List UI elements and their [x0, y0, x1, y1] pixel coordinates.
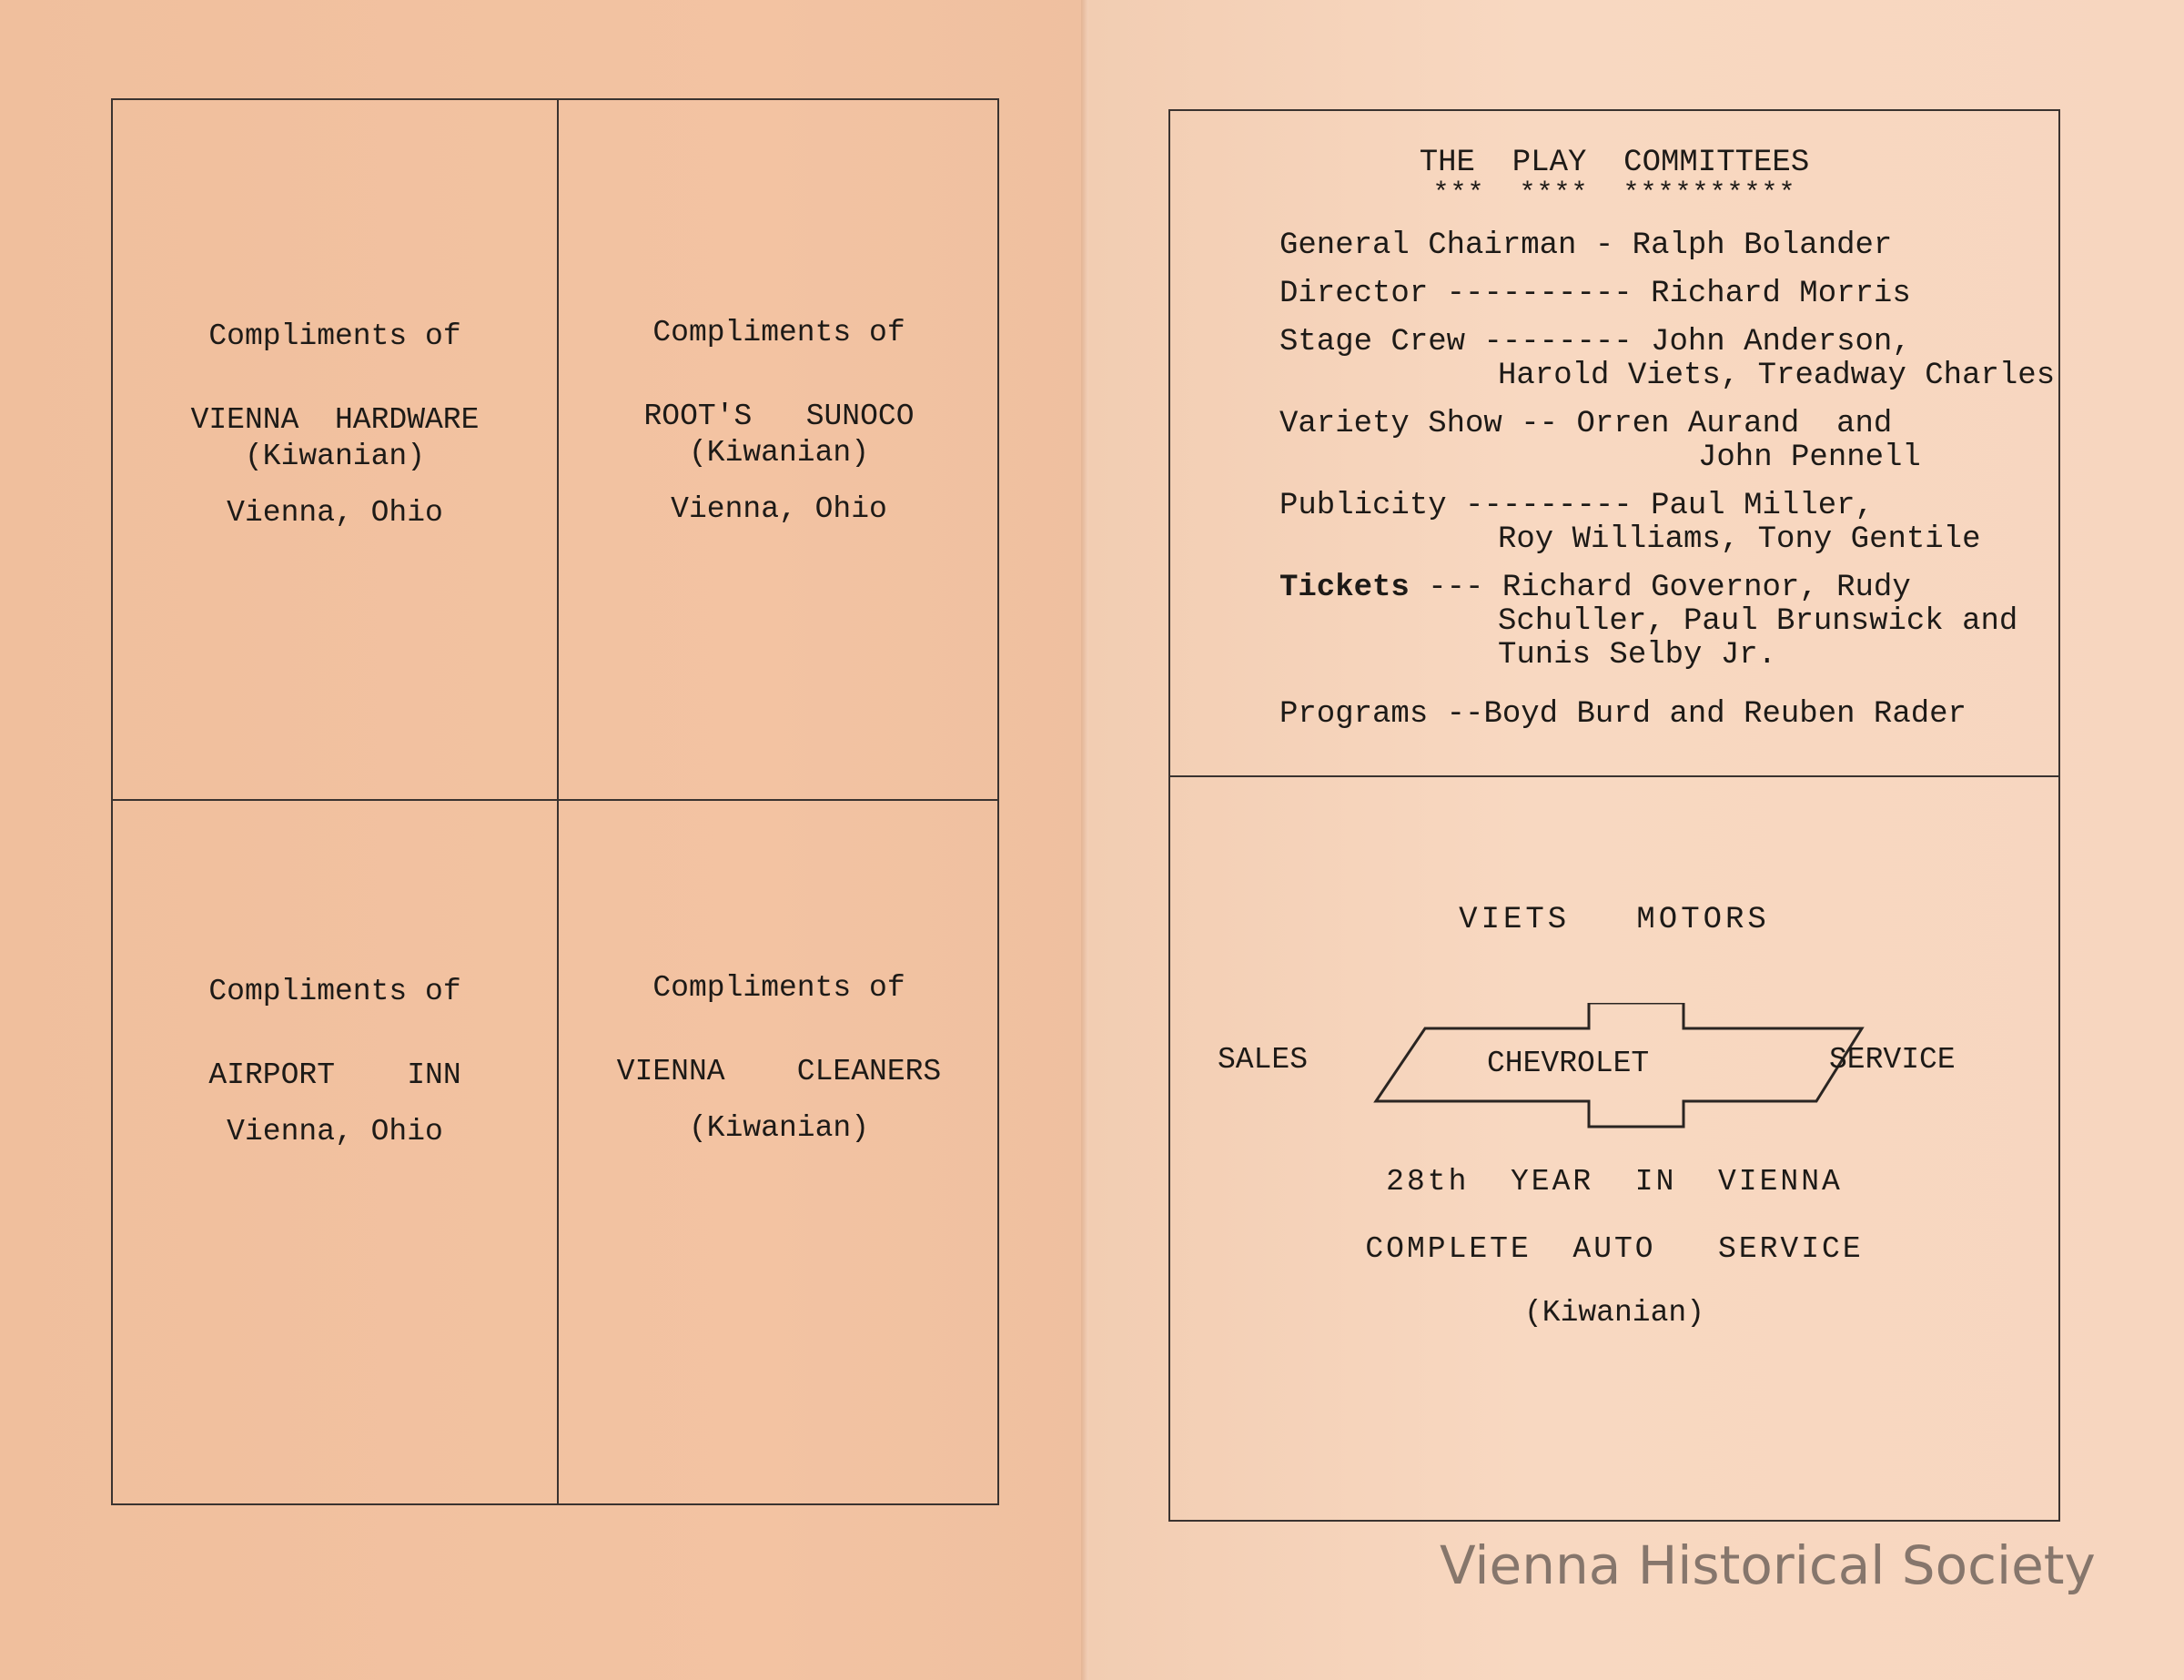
committee-names: Boyd Burd and Reuben Rader	[1483, 697, 1967, 732]
committee-names-continued: Tunis Selby Jr.	[1498, 638, 1777, 673]
committees-heading	[1170, 147, 2058, 209]
ad-business-name: AIRPORT INN	[208, 1058, 461, 1092]
dealer-name: VIETS MOTORS	[1459, 903, 1770, 937]
leader-dash: ---------	[1446, 489, 1652, 523]
committee-names: Paul Miller,	[1651, 489, 1874, 523]
committee-role: General Chairman	[1279, 228, 1577, 263]
leader-dash: --	[1428, 697, 1484, 732]
committee-names: Richard Morris	[1651, 277, 1911, 311]
committee-role: Tickets	[1279, 571, 1410, 605]
committee-names: Richard Governor, Rudy	[1502, 571, 1911, 605]
committee-role: Variety Show	[1279, 407, 1502, 441]
ad-label: Compliments of	[652, 316, 905, 349]
committee-names-continued: Harold Viets, Treadway Charles	[1498, 359, 2056, 393]
committee-row	[1279, 229, 2080, 263]
watermark: Vienna Historical Society	[1440, 1534, 2096, 1596]
committee-row	[1279, 326, 2080, 393]
dealer-kiwanian: (Kiwanian)	[1523, 1296, 1705, 1330]
left-page	[0, 0, 1088, 1680]
compliments-grid	[111, 98, 999, 1505]
committees-box	[1168, 109, 2060, 1522]
box-divider	[1170, 775, 2058, 777]
ad-location: Vienna, Ohio	[227, 1115, 443, 1149]
ad-business-name: ROOT'S SUNOCO (Kiwanian)	[643, 400, 915, 470]
committee-row	[1279, 490, 2080, 557]
committee-row	[1279, 572, 2080, 673]
ad-location: Vienna, Ohio	[671, 492, 887, 526]
brand-label: CHEVROLET	[1487, 1047, 1650, 1080]
ad-label: Compliments of	[652, 971, 905, 1005]
committee-row	[1279, 278, 2080, 311]
committee-role: Publicity	[1279, 489, 1447, 523]
ad-business-name: VIENNA HARDWARE (Kiwanian)	[190, 403, 480, 473]
leader-dash: ----------	[1428, 277, 1652, 311]
committee-role: Programs	[1279, 697, 1429, 732]
ad-cell-vienna-cleaners	[557, 970, 1001, 1147]
committee-names-continued: Schuller, Paul Brunswick and	[1498, 604, 2018, 639]
ad-cell-vienna-hardware	[113, 319, 557, 531]
committee-roster	[1279, 229, 2080, 746]
ad-business-name: VIENNA CLEANERS	[616, 1055, 942, 1088]
leader-dash: --------	[1465, 325, 1652, 359]
heading-text: THE PLAY COMMITTEES	[1419, 146, 1810, 180]
committee-names-continued: Roy Williams, Tony Gentile	[1498, 522, 1981, 557]
heading-underline-stars: *** **** **********	[1432, 178, 1796, 209]
dealer-year-line: 28th YEAR IN VIENNA	[1386, 1165, 1843, 1199]
ad-location: Vienna, Ohio	[227, 496, 443, 530]
committee-role: Director	[1279, 277, 1429, 311]
committee-names: John Anderson,	[1651, 325, 1911, 359]
ad-label: Compliments of	[208, 975, 461, 1008]
committee-row	[1279, 408, 2080, 475]
ad-label: Compliments of	[208, 319, 461, 353]
leader-dash: --	[1502, 407, 1577, 441]
committee-row	[1279, 698, 2080, 732]
chevrolet-emblem	[1170, 1003, 2058, 1130]
committee-names: Ralph Bolander	[1632, 228, 1893, 263]
ad-cell-airport-inn	[113, 974, 557, 1150]
dealer-service-line: COMPLETE AUTO SERVICE	[1365, 1232, 1864, 1266]
sales-label: SALES	[1218, 1043, 1309, 1077]
grid-divider-vertical	[557, 100, 559, 1503]
leader-dash: -	[1576, 228, 1633, 263]
service-label: SERVICE	[1829, 1043, 1956, 1077]
leader-dash: ---	[1409, 571, 1502, 605]
ad-cell-roots-sunoco	[557, 315, 1001, 528]
committee-names: Orren Aurand and	[1576, 407, 1893, 441]
committee-role: Stage Crew	[1279, 325, 1466, 359]
committee-names-continued: John Pennell	[1698, 440, 1921, 475]
grid-divider-horizontal	[113, 799, 997, 801]
ad-location: (Kiwanian)	[688, 1111, 870, 1145]
